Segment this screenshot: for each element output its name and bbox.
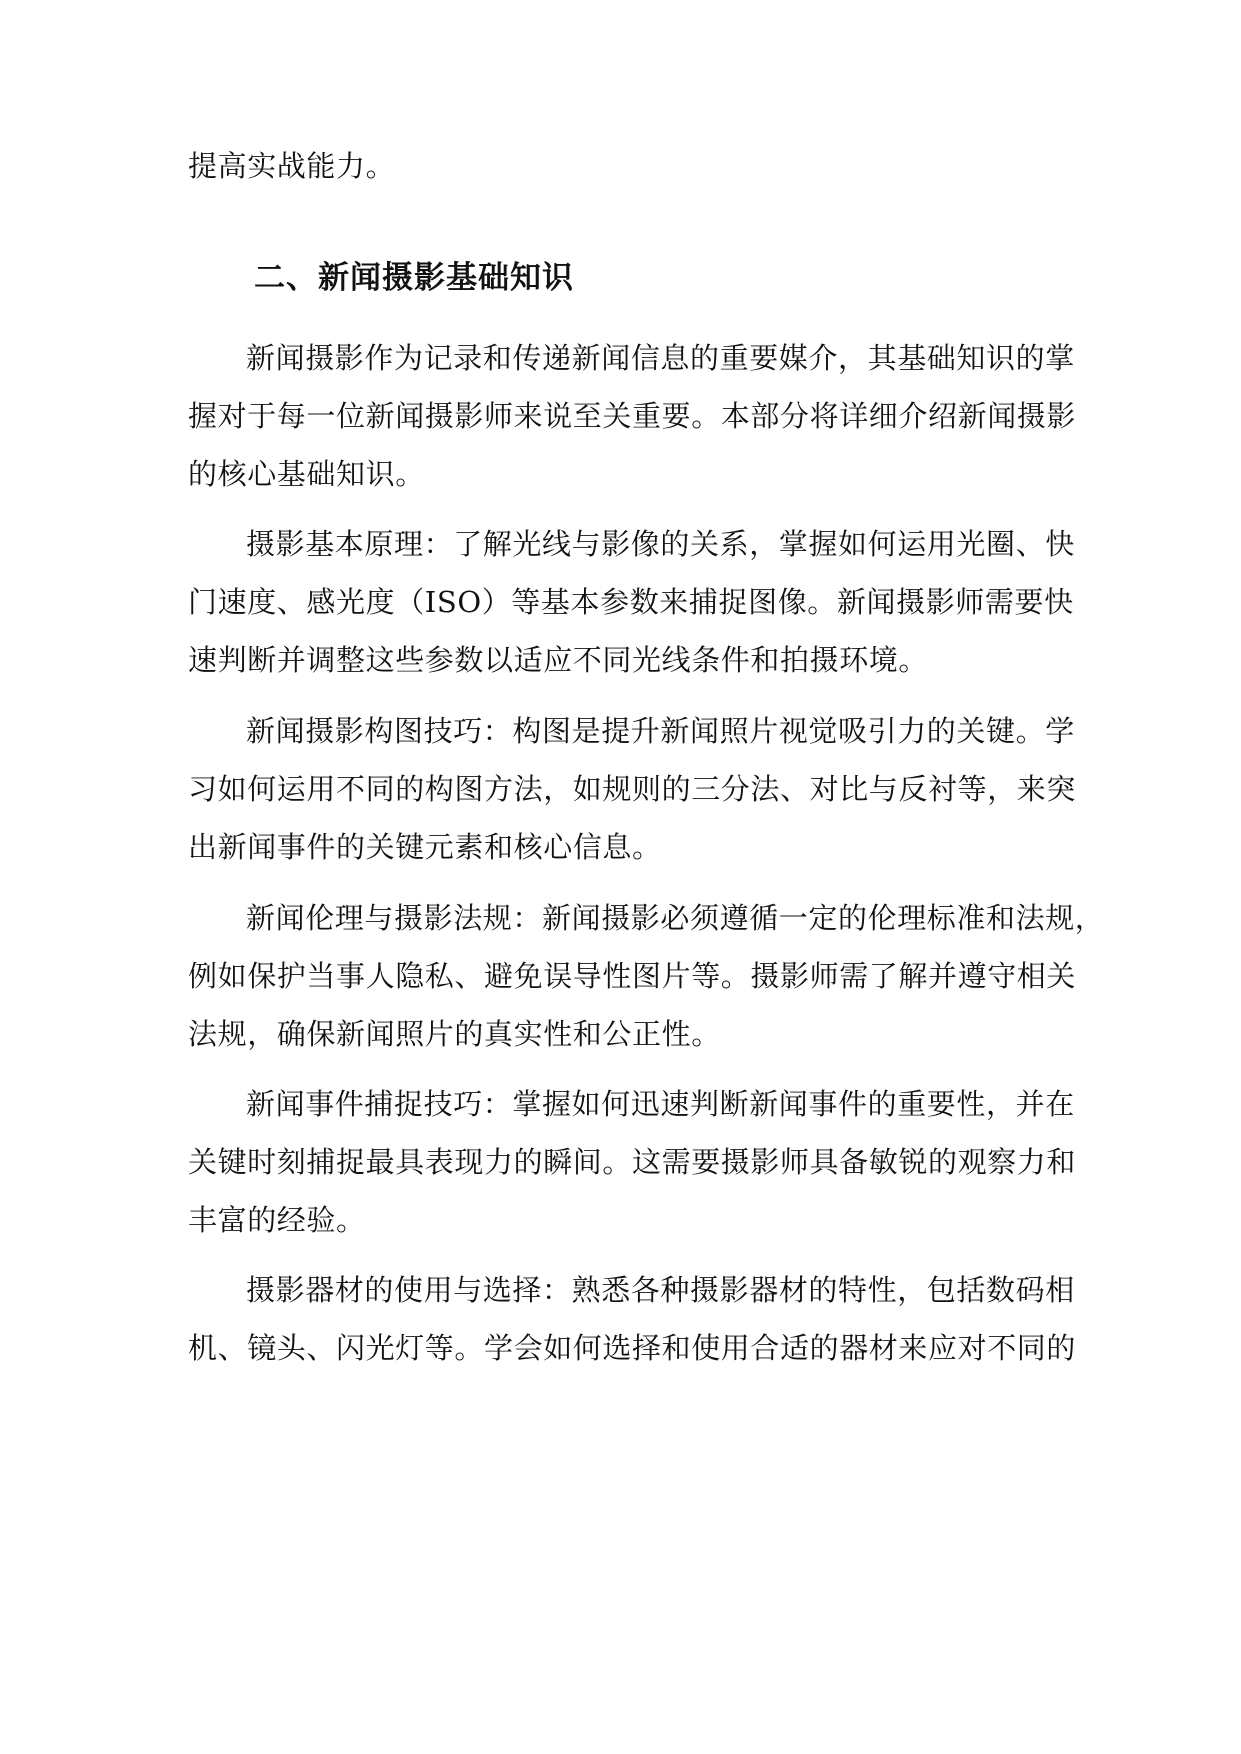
text-line: 丰富的经验。 — [188, 1203, 366, 1237]
text-line: 新闻摄影作为记录和传递新闻信息的重要媒介，其基础知识的掌 — [246, 341, 1075, 375]
section-heading: 二、新闻摄影基础知识 — [254, 260, 574, 296]
text-line: 握对于每一位新闻摄影师来说至关重要。本部分将详细介绍新闻摄影 — [188, 399, 1077, 433]
text-line: 新闻摄影构图技巧：构图是提升新闻照片视觉吸引力的关键。学 — [246, 714, 1075, 748]
text-line: 机、镜头、闪光灯等。学会如何选择和使用合适的器材来应对不同的 — [188, 1331, 1077, 1365]
text-line: 新闻事件捕捉技巧：掌握如何迅速判断新闻事件的重要性，并在 — [246, 1087, 1075, 1121]
text-line: 摄影基本原理：了解光线与影像的关系，掌握如何运用光圈、快 — [246, 527, 1075, 561]
text-line: 新闻伦理与摄影法规：新闻摄影必须遵循一定的伦理标准和法规， — [246, 901, 1105, 935]
text-line: 法规，确保新闻照片的真实性和公正性。 — [188, 1017, 721, 1051]
text-line: 例如保护当事人隐私、避免误导性图片等。摄影师需了解并遵守相关 — [188, 959, 1077, 993]
text-line: 速判断并调整这些参数以适应不同光线条件和拍摄环境。 — [188, 643, 929, 677]
text-line: 出新闻事件的关键元素和核心信息。 — [188, 830, 662, 864]
text-line: 的核心基础知识。 — [188, 457, 425, 491]
text-line: 摄影器材的使用与选择：熟悉各种摄影器材的特性，包括数码相 — [246, 1273, 1075, 1307]
text-line: 提高实战能力。 — [188, 149, 396, 183]
text-line: 习如何运用不同的构图方法，如规则的三分法、对比与反衬等，来突 — [188, 772, 1077, 806]
text-line: 关键时刻捕捉最具表现力的瞬间。这需要摄影师具备敏锐的观察力和 — [188, 1145, 1077, 1179]
text-line: 门速度、感光度（ISO）等基本参数来捕捉图像。新闻摄影师需要快 — [188, 585, 1074, 619]
